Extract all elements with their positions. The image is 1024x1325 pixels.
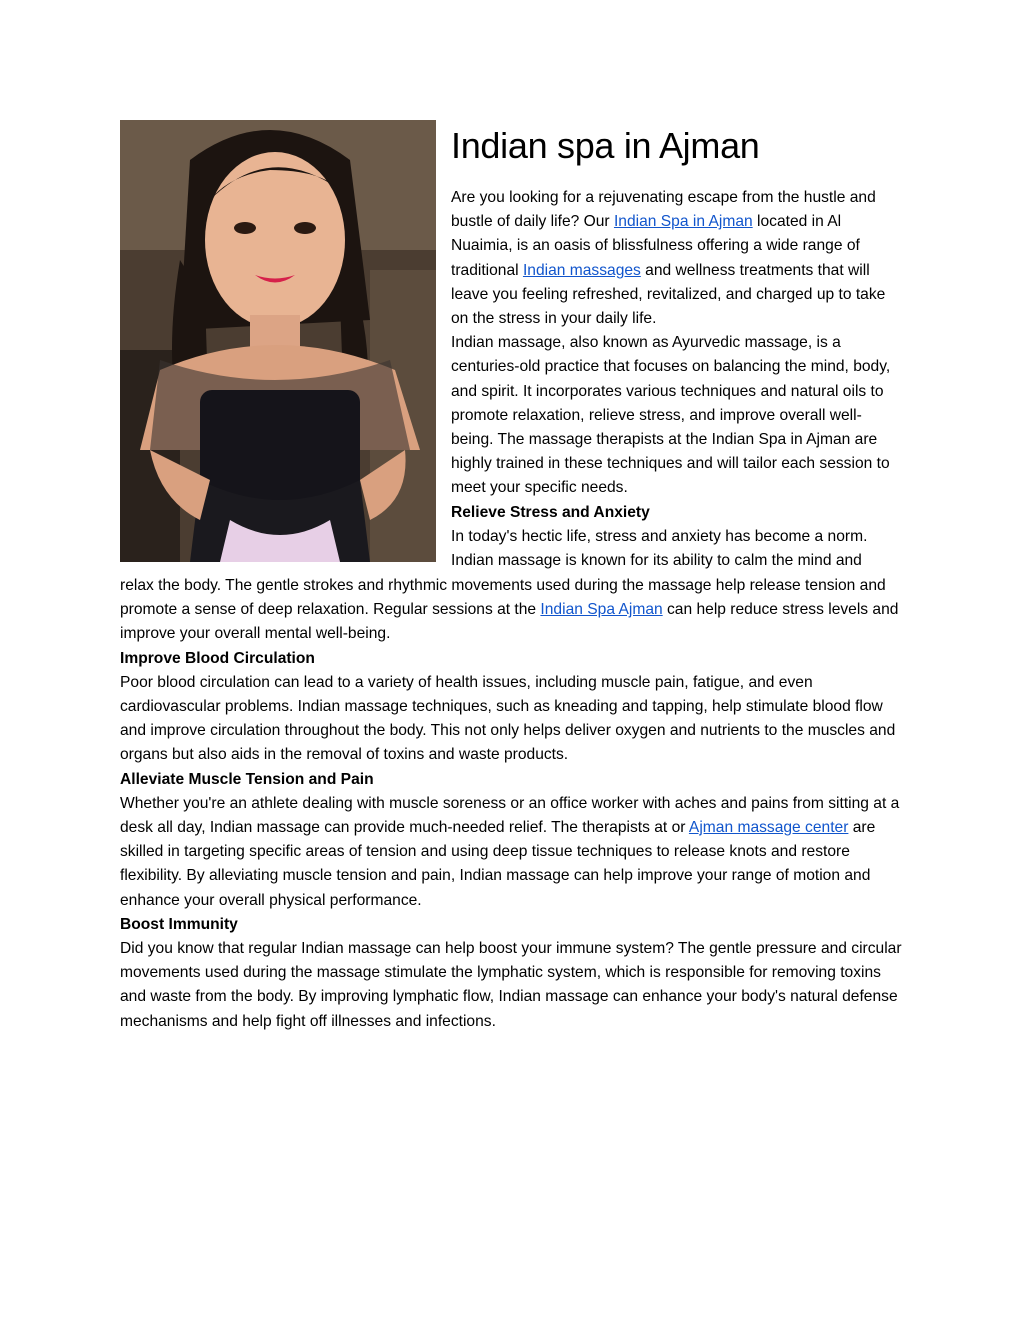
heading-blood-circulation: Improve Blood Circulation xyxy=(120,649,315,667)
intro-text: Are you looking for a rejuvenating escape from the hustle and bustle of daily life? Our xyxy=(451,189,876,231)
indian-massages-link[interactable]: Indian massages xyxy=(522,261,641,279)
indian-spa-in-ajman-link[interactable]: Indian Spa in Ajman xyxy=(613,213,753,231)
ajman-massage-center-link[interactable]: Ajman massage center xyxy=(688,819,849,837)
intro-text: located in Al Nuaimia, is an oasis of blissfulness offering a wide range of traditional xyxy=(451,213,860,279)
heading-boost-immunity: Boost Immunity xyxy=(120,915,238,933)
heading-muscle-tension: Alleviate Muscle Tension and Pain xyxy=(120,770,374,788)
portrait-illustration xyxy=(120,120,436,562)
ayurvedic-paragraph: Indian massage, also known as Ayurvedic massage, is a centuries-old practice that focuses on balancing the mind, body, and spirit. It incorporates various techniques and natural oils to promote relaxation, relieve stress, and improve overall well-being. The massage therapists at the Indian Spa in Ajman are highly trained in these techniques and will tailor each session to meet your specific needs. xyxy=(451,334,891,497)
stress-paragraph-start: In today's hectic life, stress and anxiety has become a norm. Indian massage is known for its ability to calm the mind and xyxy=(451,527,868,570)
stress-paragraph-continued xyxy=(120,574,910,647)
muscle-paragraph xyxy=(120,792,910,913)
body-text: are skilled in targeting specific areas of tension and using deep tissue techniques to release knots and restore flexibility. By alleviating muscle tension and pain, Indian massage can help improve your range of motion and enhance your overall physical performance. xyxy=(120,819,876,909)
circulation-paragraph: Poor blood circulation can lead to a variety of health issues, including muscle pain, fatigue, and even cardiovascular problems. Indian massage techniques, such as kneading and tapping, help stimulate blood flow and improve circulation throughout the body. This not only helps deliver oxygen and nutrients to the muscles and organs but also aids in the removal of toxins and waste products. xyxy=(120,673,896,764)
body-text: relax the body. The gentle strokes and rhythmic movements used during the massage help release tension and promote a sense of deep relaxation. Regular sessions at the xyxy=(120,577,886,619)
heading-relieve-stress: Relieve Stress and Anxiety xyxy=(451,503,650,521)
intro-paragraph xyxy=(451,186,903,331)
indian-spa-ajman-link[interactable]: Indian Spa Ajman xyxy=(540,601,663,619)
immunity-paragraph: Did you know that regular Indian massage can help boost your immune system? The gentle pressure and circular movements used during the massage stimulate the lymphatic system, which is responsible for removing toxins and waste from the body. By improving lymphatic flow, Indian massage can enhance your body's natural defense mechanisms and help fight off illnesses and infections. xyxy=(120,940,902,1030)
intro-text: and wellness treatments that will leave you feeling refreshed, revitalized, and charged up to take on the stress in your daily life. xyxy=(451,261,886,328)
body-text: can help reduce stress levels and improve your overall mental well-being. xyxy=(120,601,899,643)
intro-column xyxy=(451,186,903,573)
body-column xyxy=(120,574,910,1034)
body-text: Whether you're an athlete dealing with muscle soreness or an office worker with aches and pains from sitting at a desk all day, Indian massage can provide much-needed relief. The therapists at or xyxy=(120,794,900,837)
portrait-photo xyxy=(120,120,436,562)
page-title: Indian spa in Ajman xyxy=(451,125,760,166)
